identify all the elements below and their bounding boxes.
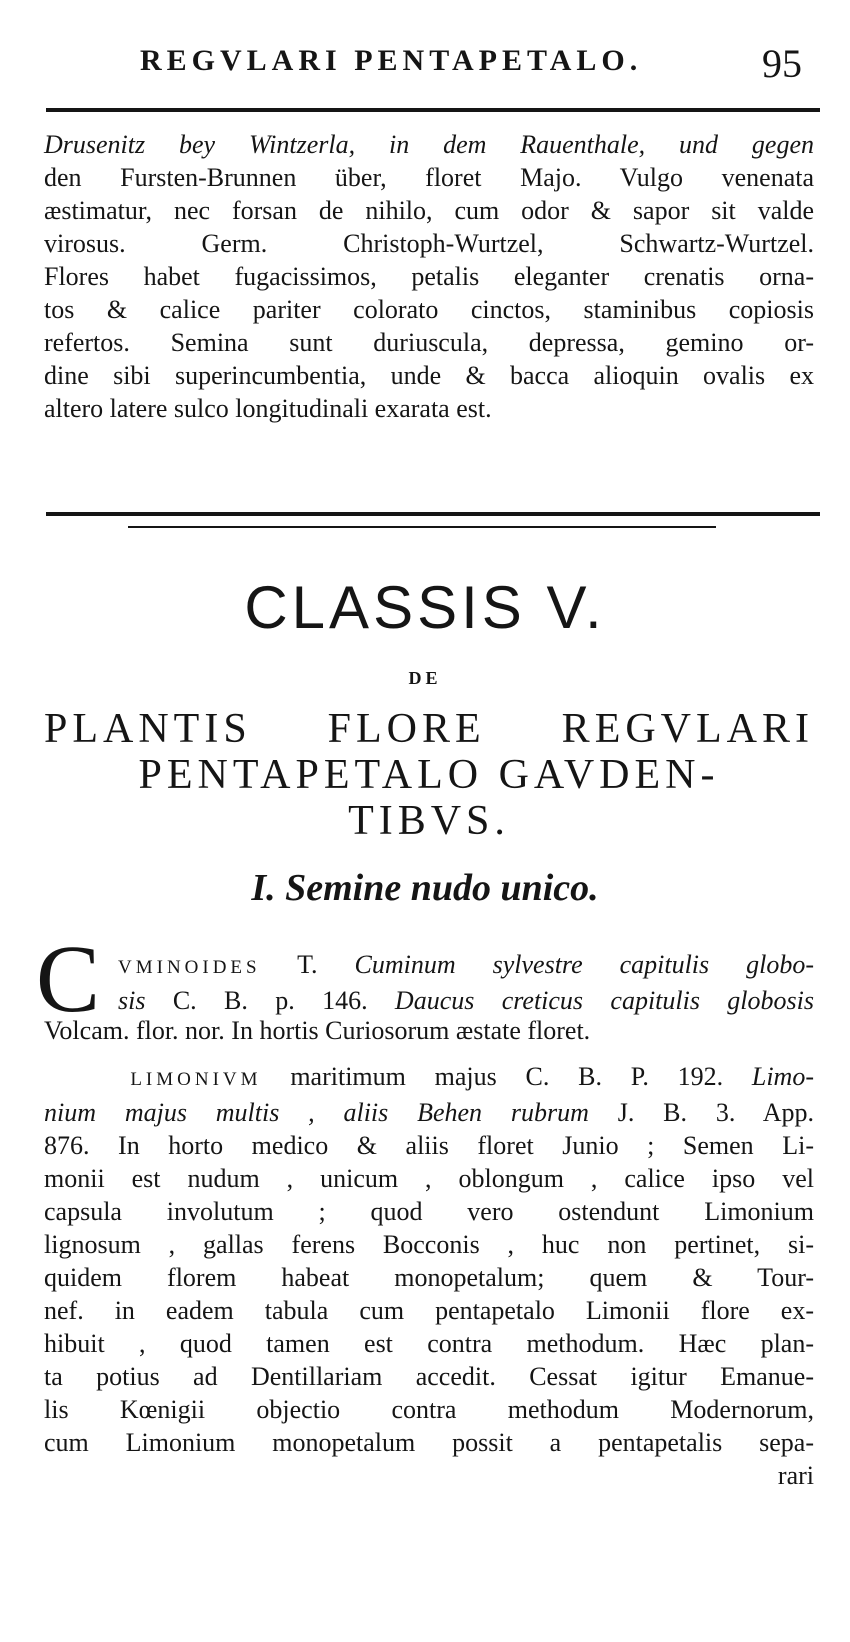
text-run: Daucus creticus capitulis globosis <box>394 986 814 1015</box>
cuminoides-entry-head <box>118 948 814 1017</box>
heading-line: PENTAPETALO GAVDEN- <box>138 752 720 798</box>
text-line: quidem florem habeat monopetalum; quem & Tour- <box>44 1263 814 1292</box>
header-rule <box>46 108 820 112</box>
text-line <box>118 984 814 1017</box>
text-line: dine sibi superincumbentia, unde & bacca alioquin ovalis ex <box>44 361 814 390</box>
text-run: Cuminum sylvestre capitulis globo- <box>354 950 814 979</box>
text-line: den Fursten-Brunnen über, floret Majo. Vulgo venenata <box>44 163 814 192</box>
subheading: I. Semine nudo unico. <box>251 867 599 909</box>
text-line: æstimatur, nec forsan de nihilo, cum odor & sapor sit valde <box>44 196 814 225</box>
text-line: lis Kœnigii objectio contra methodum Modernorum, <box>44 1395 814 1424</box>
heading-line: TIBVS. <box>348 798 510 844</box>
text-line: capsula involutum ; quod vero ostendunt Limonium <box>44 1197 814 1226</box>
drop-cap: C <box>36 925 101 1032</box>
entry-name: LIMONIVM <box>130 1069 262 1090</box>
text-line: refertos. Semina sunt duriuscula, depressa, gemino or- <box>44 328 814 357</box>
text-line: Volcam. flor. nor. In hortis Curiosorum æstate floret. <box>44 1016 591 1045</box>
text-line: cum Limonium monopetalum possit a pentapetalis sepa- <box>44 1428 814 1457</box>
text-run: Limo- <box>751 1062 814 1091</box>
top-paragraph <box>44 128 814 425</box>
section-rule-thin <box>128 526 716 528</box>
text-line: nef. in eadem tabula cum pentapetalo Limonii flore ex- <box>44 1296 814 1325</box>
text-line: virosus. Germ. Christoph-Wurtzel, Schwartz-Wurtzel. <box>44 229 814 258</box>
entry-name: VMINOIDES <box>118 957 261 978</box>
text-line: hibuit , quod tamen est contra methodum. Hæc plan- <box>44 1329 814 1358</box>
section-heading <box>44 706 814 844</box>
class-title: CLASSIS V. <box>244 574 606 641</box>
text-line <box>118 948 814 984</box>
running-title: REGVLARI PENTAPETALO. <box>140 44 643 77</box>
text-line: Drusenitz bey Wintzerla, in dem Rauenthale, und gegen <box>44 130 814 159</box>
de-label: DE <box>408 668 442 688</box>
text-line: tos & calice pariter colorato cinctos, staminibus copiosis <box>44 295 814 324</box>
text-run: C. B. p. 146. <box>145 986 395 1015</box>
page-number: 95 <box>762 41 802 86</box>
text-line: monii est nudum , unicum , oblongum , calice ipso vel <box>44 1164 814 1193</box>
catchword: rari <box>777 1461 814 1490</box>
text-run: sis <box>118 986 146 1015</box>
text-line: 876. In horto medico & aliis floret Junio ; Semen Li- <box>44 1131 814 1160</box>
text-line <box>44 1096 814 1129</box>
cuminoides-entry-tail <box>44 1014 814 1047</box>
limonium-entry <box>44 1060 814 1492</box>
text-run: maritimum majus C. B. P. 192. <box>261 1062 752 1091</box>
text-line <box>44 1060 814 1096</box>
text-line: ta potius ad Dentillariam accedit. Cessat igitur Emanue- <box>44 1362 814 1391</box>
text-line: lignosum , gallas ferens Bocconis , huc non pertinet, si- <box>44 1230 814 1259</box>
text-line: Flores habet fugacissimos, petalis eleganter crenatis orna- <box>44 262 814 291</box>
text-run: nium majus multis , aliis Behen rubrum <box>44 1098 589 1127</box>
text-run: J. B. 3. App. <box>588 1098 814 1127</box>
text-run: T. <box>260 950 355 979</box>
text-line: altero latere sulco longitudinali exarata est. <box>44 394 492 423</box>
section-rule-thick <box>46 512 820 516</box>
heading-line: PLANTIS FLORE REGVLARI <box>44 706 814 752</box>
